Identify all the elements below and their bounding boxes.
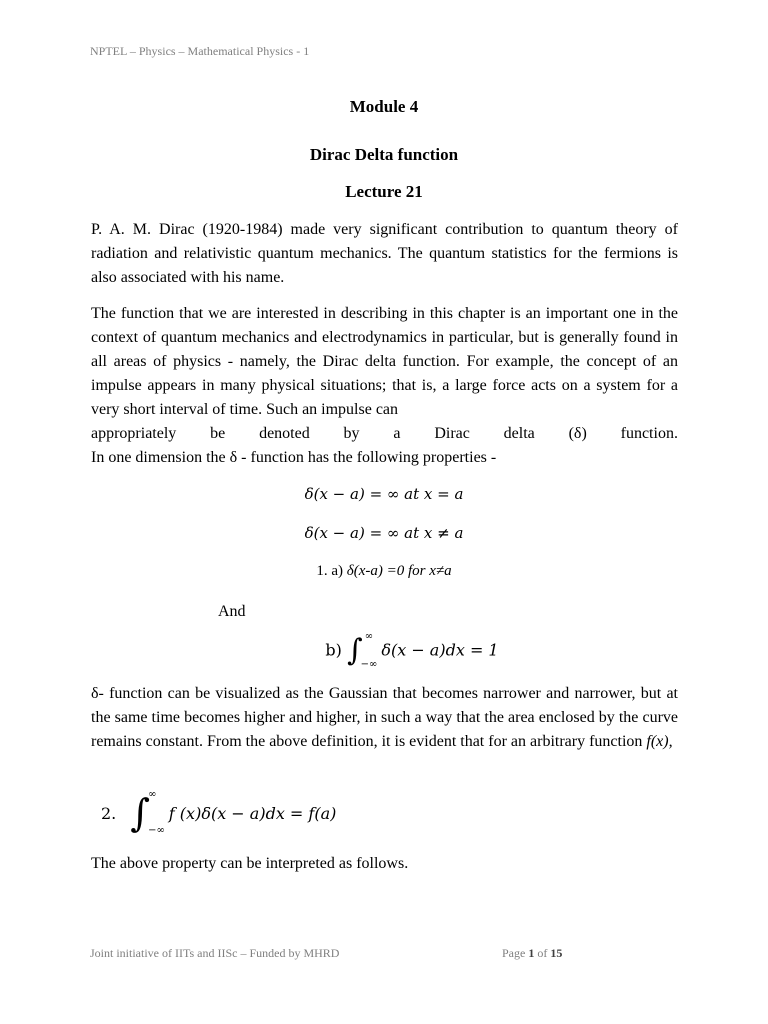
paragraph-gaussian: δ- function can be visualized as the Gaussian that becomes narrower and narrower, but at the same time becomes higher and higher, in such a way that the area enclosed by the curve remains constant. From the above definition, it is evident that for an arbitrary function f(x),	[91, 685, 678, 750]
integral-icon: ∫	[346, 633, 363, 668]
equation-1: δ(x − a) = ∞ at x = a	[304, 485, 464, 503]
equation-2: δ(x − a) = ∞ at x ≠ a	[304, 524, 464, 542]
paragraph-delta-description	[91, 302, 678, 470]
page-title: Dirac Delta function	[309, 145, 459, 164]
property-1b: b) ∫ ∞ −∞ δ(x − a)dx = 1	[325, 631, 499, 670]
paragraph-interpretation: The above property can be interpreted as follows.	[91, 855, 409, 872]
module-heading: Module 4	[349, 97, 419, 116]
paragraph-last-line: In one dimension the δ - function has the following properties -	[91, 449, 497, 466]
page-header: NPTEL – Physics – Mathematical Physics - 1	[90, 44, 310, 58]
paragraph-body: The function that we are interested in describing in this chapter is an important one in the context of quantum mechanics and electrodynamics in particular, but is generally found in all areas of physics - namely, the Dirac delta function. For example, the concept of an impulse appears in many physical situations; that is, a large force acts on a system for a very short interval of time. Such an impulse can	[91, 305, 678, 418]
page-number: Page 1 of 15	[502, 946, 563, 960]
property-2: 2. ∫ ∞ −∞ f (x)δ(x − a)dx = f(a)	[101, 789, 337, 836]
justified-line: appropriately be denoted by a Dirac delta (δ) function.	[91, 425, 678, 442]
and-text: And	[218, 603, 246, 620]
paragraph-intro: P. A. M. Dirac (1920-1984) made very significant contribution to quantum theory of radiation and relativistic quantum mechanics. The quantum statistics for the fermions is also associated with his name.	[91, 221, 678, 286]
property-1a: 1. a) δ(x-a) =0 for x≠a	[316, 563, 452, 579]
lecture-heading: Lecture 21	[345, 182, 423, 201]
footer-credit: Joint initiative of IITs and IISc – Funded by MHRD	[90, 946, 340, 960]
integral-icon: ∫	[130, 791, 151, 835]
